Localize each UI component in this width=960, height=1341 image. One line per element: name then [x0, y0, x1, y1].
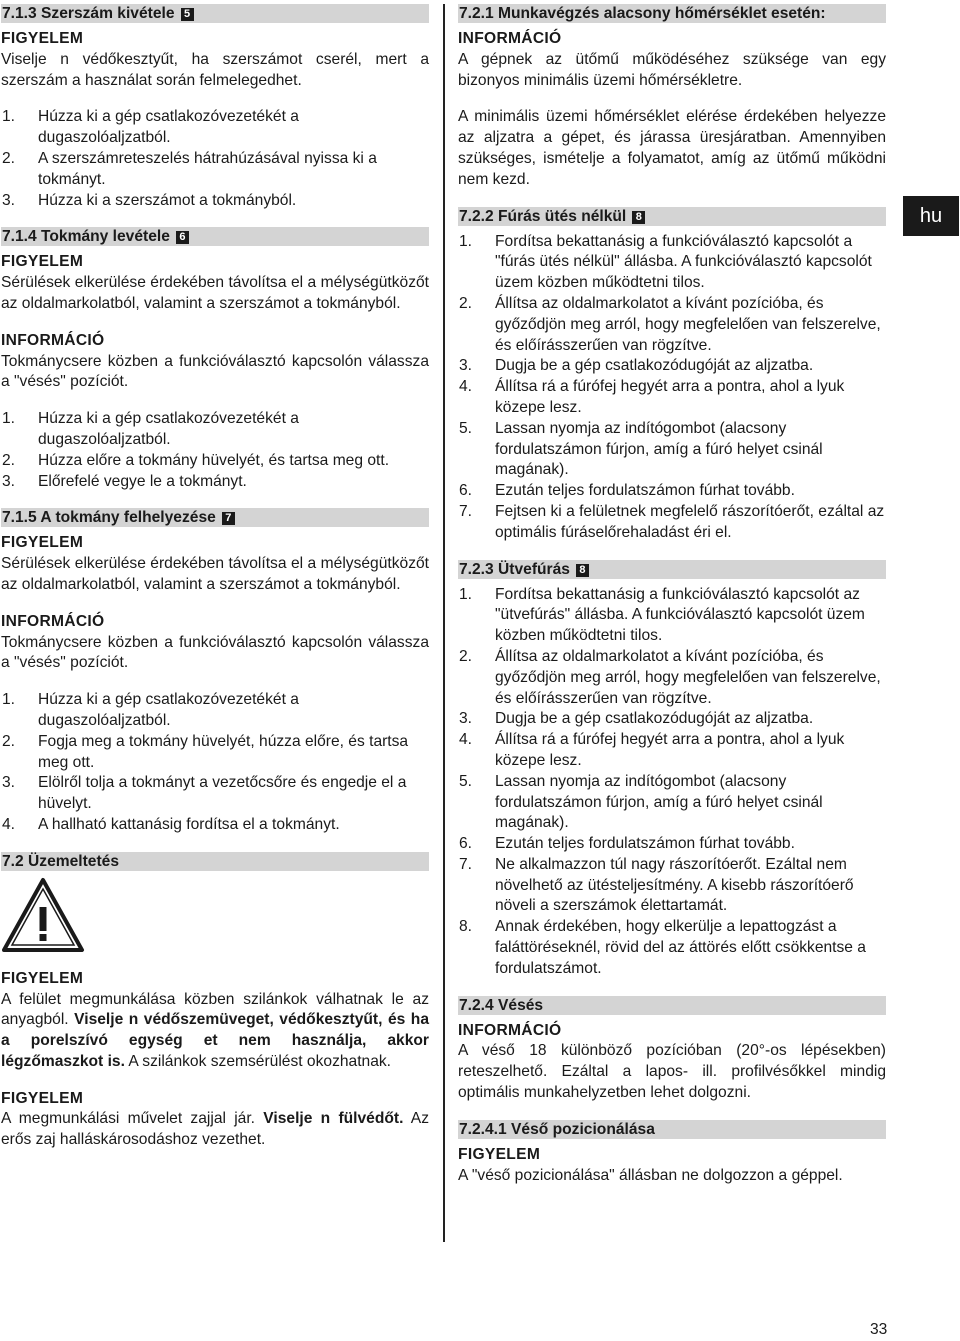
right-column	[458, 4, 886, 1202]
step-text: Fordítsa bekattanásig a funkcióválasztó kapcsolót az "ütvefúrás" állásba. A funkcióválasztó kapcsolót üzem közben működtetni tilos.	[495, 585, 865, 645]
section-7-1-4	[1, 227, 429, 492]
step-number: 3.	[2, 774, 16, 792]
step-text: Fordítsa bekattanásig a funkcióválasztó kapcsolót a "fúrás ütés nélkül" állásba. A funkcióválasztó kapcsolót üzem közben működtetni tilos.	[495, 232, 872, 292]
step-list	[1, 107, 429, 211]
warning-label: FIGYELEM	[1, 253, 84, 271]
step-number: 3.	[2, 472, 16, 490]
list-item	[458, 917, 886, 979]
list-item	[1, 732, 429, 774]
step-text: Annak érdekében, hogy elkerülje a lepattogzást a faláttöréseknél, rövid del az áttörés előtt csökkentse a fordulatszámot.	[495, 918, 866, 977]
section-heading: 7.2.4 Vésés	[458, 996, 886, 1015]
figure-badge: 5	[181, 8, 194, 21]
warning-text-emphasis: Viselje n fülvédőt.	[263, 1110, 404, 1128]
warning-text-part: A felület megmunkálása közben szilánkok válhatnak le az anyagból.	[1, 990, 429, 1029]
heading-text: 7.2.3 Ütvefúrás	[459, 560, 570, 578]
step-text: A hallható kattanásig fordítsa el a tokmányt.	[38, 815, 340, 833]
info-text: Tokmánycsere közben a funkcióválasztó kapcsolón válassza a "vésés" pozíciót.	[1, 352, 429, 391]
step-text: Lassan nyomja az indítógombot (alacsony fordulatszámon fúrjon, amíg a fúró helyet csinál magának).	[495, 772, 823, 832]
list-item	[458, 481, 886, 502]
step-number: 2.	[459, 647, 473, 665]
column-divider	[443, 4, 445, 1242]
list-item	[458, 730, 886, 772]
step-number: 6.	[459, 835, 473, 853]
section-heading	[1, 508, 429, 527]
step-number: 4.	[2, 815, 16, 833]
heading-text: 7.1.4 Tokmány levétele	[2, 228, 170, 246]
list-item	[458, 772, 886, 834]
heading-text: 7.1.3 Szerszám kivétele	[2, 5, 175, 22]
warning-text: A "véső pozicionálása" állásban ne dolgozzon a géppel.	[458, 1166, 843, 1184]
section-heading	[458, 207, 886, 226]
paragraph: A minimális üzemi hőmérséklet elérése érdekében helyezze az aljzatra a gépet, és járassa üresjáratban. Amennyiben szükséges, ismételje a folyamatot, amíg az ütőmű működni nem kezd.	[458, 108, 886, 188]
figure-badge: 7	[222, 512, 235, 525]
list-item	[458, 502, 886, 544]
list-item	[458, 855, 886, 917]
list-item	[1, 409, 429, 451]
info-label: INFORMÁCIÓ	[458, 1021, 562, 1039]
warning-label: FIGYELEM	[458, 1145, 541, 1163]
list-item	[1, 773, 429, 815]
step-text: Ne alkalmazzon túl nagy rászorítóerőt. Ezáltal nem növelhető az ütésteljesítmény. A kisebb rászorítóerő növeli a szerszámok élettartamát.	[495, 855, 854, 915]
list-item	[458, 356, 886, 377]
step-number: 7.	[459, 855, 473, 873]
list-item	[458, 232, 886, 294]
step-text: Állítsa az oldalmarkolatot a kívánt pozícióba, és győződjön meg arról, hogy megfelelően van felszerelve, és előírásszerűen van rögzítve.	[495, 647, 881, 707]
info-text: A véső 18 különböző pozícióban (20°-os lépésekben) reteszelhető. Ezáltal a lapos- ill. profilvésőkkel mindig optimális munkahelyzetben lehet dolgozni.	[458, 1042, 886, 1102]
section-7-1-5	[1, 508, 429, 835]
step-number: 2.	[2, 149, 16, 167]
section-heading: 7.2 Üzemeltetés	[1, 852, 429, 871]
step-text: Dugja be a gép csatlakozódugóját az aljzatba.	[495, 710, 814, 728]
step-text: Húzza ki a szerszámot a tokmányból.	[38, 191, 297, 209]
heading-text: 7.1.5 A tokmány felhelyezése	[2, 509, 216, 527]
step-text: Állítsa rá a fúrófej hegyét arra a pontra, ahol a lyuk közepe lesz.	[495, 378, 845, 416]
list-item	[458, 834, 886, 855]
section-7-2-4-1	[458, 1120, 886, 1187]
step-number: 1.	[459, 585, 473, 603]
warning-text-part: Az erős zaj halláskárosodáshoz vezethet.	[1, 1110, 430, 1149]
step-number: 1.	[2, 410, 16, 428]
section-7-2-4	[458, 996, 886, 1104]
warning-label: FIGYELEM	[1, 30, 84, 47]
step-text: Lassan nyomja az indítógombot (alacsony fordulatszámon fúrjon, amíg a fúró helyet csinál magának).	[495, 419, 823, 479]
step-list	[1, 409, 429, 492]
step-text: Ezután teljes fordulatszámon fúrhat tovább.	[495, 835, 795, 853]
step-text: Ezután teljes fordulatszámon fúrhat tovább.	[495, 482, 795, 500]
step-number: 1.	[2, 108, 16, 126]
warning-triangle-icon	[1, 877, 85, 953]
list-item	[1, 472, 429, 493]
step-number: 4.	[459, 731, 473, 749]
list-item	[458, 294, 886, 356]
warning-label: FIGYELEM	[1, 1089, 84, 1107]
warning-label: FIGYELEM	[1, 969, 84, 987]
list-item	[1, 107, 429, 149]
list-item	[458, 647, 886, 709]
section-7-1-3	[1, 4, 429, 211]
list-item	[1, 149, 429, 191]
warning-text: Viselje n védőkesztyűt, ha szerszámot cserél, mert a szerszám a használat során felmelegedhet.	[1, 50, 429, 89]
warning-text: Sérülések elkerülése érdekében távolítsa el a mélységütközőt az oldalmarkolatból, valamint a szerszámot a tokmányból.	[1, 274, 429, 312]
list-item	[1, 191, 429, 212]
step-text: Húzza előre a tokmány hüvelyét, és tartsa meg ott.	[38, 451, 390, 469]
step-number: 5.	[459, 772, 473, 790]
heading-text: 7.2.2 Fúrás ütés nélkül	[459, 207, 627, 225]
info-label: INFORMÁCIÓ	[458, 30, 562, 47]
step-number: 2.	[2, 732, 16, 750]
step-text: Fejtsen ki a felületnek megfelelő rászorítóerőt, ezáltal az optimális fúráselőrehaladást éri el.	[495, 502, 885, 541]
step-text: Húzza ki a gép csatlakozóvezetékét a dugaszolóaljzatból.	[38, 108, 299, 147]
step-number: 1.	[2, 691, 16, 709]
step-list	[1, 690, 429, 836]
step-text: Dugja be a gép csatlakozódugóját az aljzatba.	[495, 357, 814, 375]
info-label: INFORMÁCIÓ	[1, 331, 105, 349]
warning-label: FIGYELEM	[1, 534, 84, 552]
left-column	[1, 4, 429, 1167]
section-heading: 7.2.1 Munkavégzés alacsony hőmérséklet esetén:	[458, 4, 886, 23]
step-number: 8.	[459, 918, 473, 936]
figure-badge: 6	[176, 231, 189, 244]
list-item	[1, 451, 429, 472]
warning-text-part: A szilánkok szemsérülést okozhatnak.	[124, 1052, 392, 1070]
step-number: 3.	[459, 357, 473, 375]
language-tab: hu	[903, 196, 959, 236]
section-heading	[458, 560, 886, 579]
step-text: Húzza ki a gép csatlakozóvezetékét a dugaszolóaljzatból.	[38, 410, 299, 448]
step-number: 2.	[2, 451, 16, 469]
list-item	[1, 690, 429, 732]
step-number: 7.	[459, 502, 473, 520]
list-item	[458, 377, 886, 419]
warning-text-emphasis: Viselje n védőszemüveget, védőkesztyűt, és ha a porelszívó egység et nem használja, akkor légzőmaszkot is.	[1, 1011, 429, 1070]
info-label: INFORMÁCIÓ	[1, 612, 105, 630]
warning-text-part: A megmunkálási művelet zajjal jár.	[1, 1110, 264, 1128]
step-text: Állítsa rá a fúrófej hegyét arra a pontra, ahol a lyuk közepe lesz.	[495, 731, 845, 769]
step-text: Elölről tolja a tokmányt a vezetőcsőre és engedje el a hüvelyt.	[38, 774, 407, 813]
step-list	[458, 232, 886, 544]
page-number: 33	[870, 1321, 888, 1338]
info-text: Tokmánycsere közben a funkcióválasztó kapcsolón válassza a "vésés" pozíciót.	[1, 633, 429, 672]
list-item	[458, 709, 886, 730]
step-number: 3.	[2, 191, 16, 209]
step-number: 2.	[459, 294, 473, 312]
section-heading	[1, 4, 429, 23]
section-heading: 7.2.4.1 Véső pozicionálása	[458, 1120, 886, 1139]
warning-text	[1, 990, 429, 1073]
info-text: A gépnek az ütőmű működéséhez szüksége van egy bizonyos minimális üzemi hőmérsékletre.	[458, 50, 886, 89]
step-number: 5.	[459, 419, 473, 437]
section-7-2-1	[458, 4, 886, 191]
list-item	[458, 419, 886, 481]
section-heading	[1, 227, 429, 246]
step-text: A szerszámreteszelés hátrahúzásával nyissa ki a tokmányt.	[38, 149, 377, 188]
warning-text	[1, 1109, 429, 1151]
section-7-2	[1, 852, 429, 1151]
step-text: Állítsa az oldalmarkolatot a kívánt pozícióba, és győződjön meg arról, hogy megfelelően van felszerelve, és előírásszerűen van rögzítve.	[495, 294, 881, 354]
step-text: Előrefelé vegye le a tokmányt.	[38, 472, 247, 490]
section-7-2-3	[458, 560, 886, 980]
section-7-2-2	[458, 207, 886, 544]
step-number: 6.	[459, 482, 473, 500]
figure-badge: 8	[576, 564, 589, 577]
list-item	[1, 815, 429, 836]
warning-text: Sérülések elkerülése érdekében távolítsa el a mélységütközőt az oldalmarkolatból, valamint a szerszámot a tokmányból.	[1, 555, 429, 593]
step-text: Húzza ki a gép csatlakozóvezetékét a dugaszolóaljzatból.	[38, 691, 299, 729]
step-list	[458, 585, 886, 980]
figure-badge: 8	[632, 211, 645, 224]
step-text: Fogja meg a tokmány hüvelyét, húzza előre, és tartsa meg ott.	[38, 732, 409, 771]
step-number: 4.	[459, 378, 473, 396]
step-number: 1.	[459, 232, 473, 250]
step-number: 3.	[459, 710, 473, 728]
list-item	[458, 585, 886, 647]
